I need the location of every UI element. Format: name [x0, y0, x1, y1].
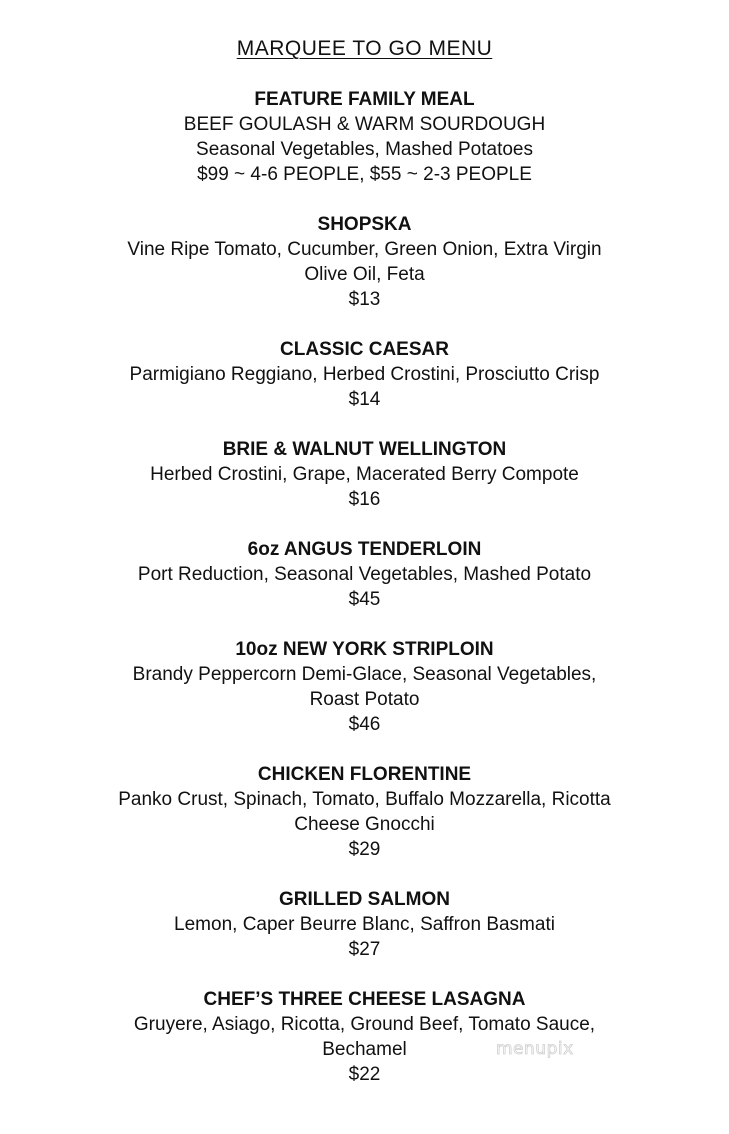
menu-item-description: Seasonal Vegetables, Mashed Potatoes: [196, 139, 533, 160]
menu-item-description: Panko Crust, Spinach, Tomato, Buffalo Mozzarella, Ricotta: [118, 789, 611, 810]
menu-item-description: Bechamel: [322, 1039, 407, 1060]
menu-item-description: Herbed Crostini, Grape, Macerated Berry Compote: [150, 464, 579, 485]
menu-item-chicken-florentine: [0, 762, 729, 862]
menu-item-angus-tenderloin: [0, 537, 729, 612]
menu-item-description: Cheese Gnocchi: [294, 814, 435, 835]
menu-item-name: BRIE & WALNUT WELLINGTON: [222, 439, 507, 460]
menu-item-name: CHEF’S THREE CHEESE LASAGNA: [203, 989, 526, 1010]
menu-item-name: GRILLED SALMON: [279, 889, 450, 910]
menu-item-description: Roast Potato: [309, 689, 420, 710]
menu-item-description: Lemon, Caper Beurre Blanc, Saffron Basmati: [174, 914, 555, 935]
menu-item-description: Brandy Peppercorn Demi-Glace, Seasonal Vegetables,: [132, 664, 597, 685]
menu-item-name: FEATURE FAMILY MEAL: [254, 89, 475, 110]
menu-item-description: Parmigiano Reggiano, Herbed Crostini, Prosciutto Crisp: [129, 364, 600, 385]
menu-item-feature-family-meal: [0, 87, 729, 187]
menu-item-description: BEEF GOULASH & WARM SOURDOUGH: [183, 114, 546, 135]
menu-item-name: 6oz ANGUS TENDERLOIN: [247, 539, 482, 560]
menu-item-new-york-striploin: [0, 637, 729, 737]
menu-item-name: 10oz NEW YORK STRIPLOIN: [235, 639, 494, 660]
menu-item-grilled-salmon: [0, 887, 729, 962]
menu-item-description: Olive Oil, Feta: [304, 264, 425, 285]
menu-item-classic-caesar: [0, 337, 729, 412]
menu-item-price: $27: [348, 939, 381, 960]
menu-item-name: SHOPSKA: [317, 214, 412, 235]
menu-item-price: $22: [348, 1064, 381, 1085]
menu-item-price: $16: [348, 489, 381, 510]
menu-item-description: Gruyere, Asiago, Ricotta, Ground Beef, Tomato Sauce,: [133, 1014, 596, 1035]
menupix-watermark: menupix: [496, 1039, 574, 1059]
menu-item-price: $14: [348, 389, 381, 410]
menu-item-description: Vine Ripe Tomato, Cucumber, Green Onion, Extra Virgin: [127, 239, 602, 260]
menu-item-price: $13: [348, 289, 381, 310]
menu-item-price: $29: [348, 839, 381, 860]
menu-item-description: Port Reduction, Seasonal Vegetables, Mashed Potato: [137, 564, 592, 585]
menu-title: MARQUEE TO GO MENU: [236, 37, 493, 60]
menu-item-shopska: [0, 212, 729, 312]
menu-item-price: $46: [348, 714, 381, 735]
menu-item-brie-walnut-wellington: [0, 437, 729, 512]
menu-item-price: $99 ~ 4-6 PEOPLE, $55 ~ 2-3 PEOPLE: [197, 164, 532, 185]
menu-item-three-cheese-lasagna: [0, 987, 729, 1087]
menu-item-name: CLASSIC CAESAR: [280, 339, 449, 360]
menu-item-name: CHICKEN FLORENTINE: [257, 764, 472, 785]
menu-item-price: $45: [348, 589, 381, 610]
